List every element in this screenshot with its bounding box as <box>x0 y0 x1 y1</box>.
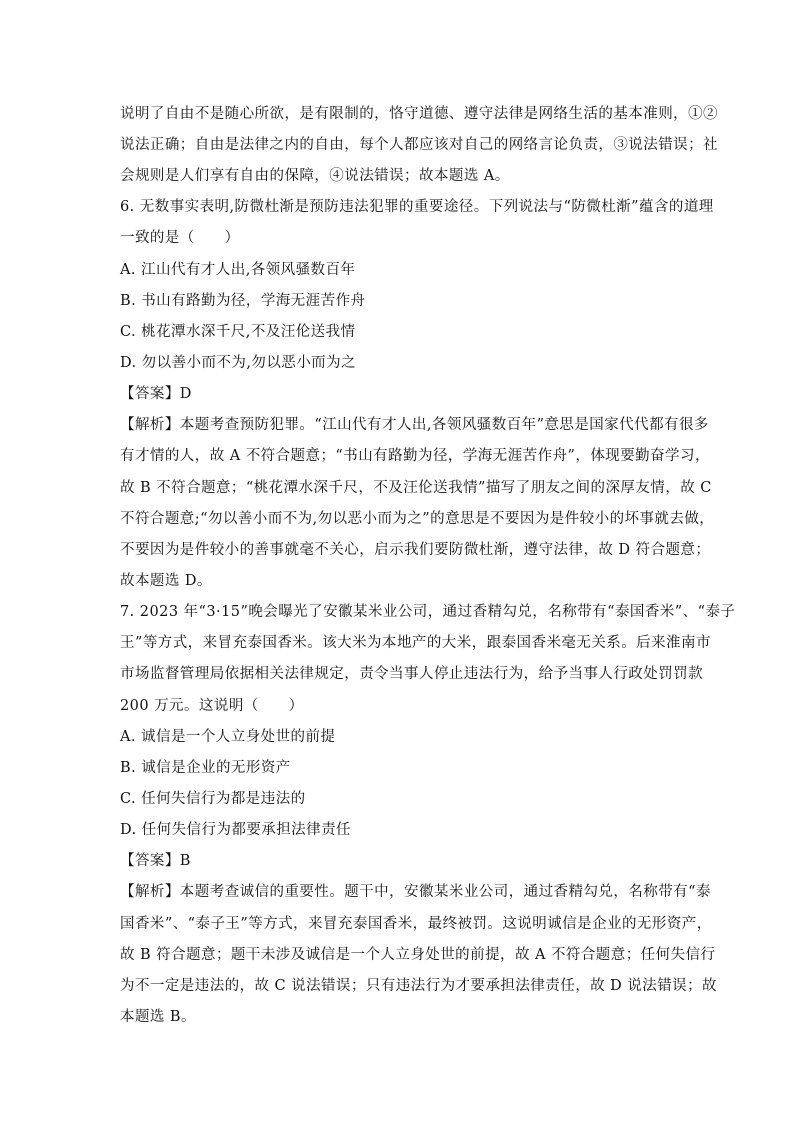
question-6-option-b: B. 书山有路勤为径，学海无涯苦作舟 <box>120 293 366 309</box>
question-7-answer: 【答案】B <box>120 853 191 869</box>
question-7-stem: 市场监督管理局依据相关法律规定，责令当事人停止违法行为，给予当事人行政处罚罚款 <box>120 666 704 682</box>
question-6-stem: 6. 无数事实表明,防微杜渐是预防违法犯罪的重要途径。下列说法与“防微杜渐”蕴含的道理 <box>120 199 714 215</box>
question-6-analysis: 故 B 不符合题意；“桃花潭水深千尺，不及汪伦送我情”描写了朋友之间的深厚友情，故 C <box>120 480 712 496</box>
question-7-analysis: 【解析】本题考查诚信的重要性。题干中，安徽某米业公司，通过香精勾兑，名称带有“泰 <box>120 884 711 900</box>
question-6-option-a: A. 江山代有才人出,各领风骚数百年 <box>120 262 356 278</box>
question-6-analysis: 故本题选 D。 <box>120 573 212 589</box>
question-6-analysis: 不要因为是件较小的善事就毫不关心，启示我们要防微杜渐，遵守法律，故 D 符合题意； <box>120 542 711 558</box>
question-6-option-c: C. 桃花潭水深千尺,不及汪伦送我情 <box>120 324 356 340</box>
question-7-option-a: A. 诚信是一个人立身处世的前提 <box>120 729 336 745</box>
question-7-analysis: 故 B 符合题意；题干未涉及诚信是一个人立身处世的前提，故 A 不符合题意；任何失信行 <box>120 947 716 963</box>
question-6-stem: 一致的是（ ） <box>120 230 240 246</box>
question-6-analysis: 有才情的人，故 A 不符合题意；“书山有路勤为径，学海无涯苦作舟”，体现要勤奋学习， <box>120 448 710 464</box>
text-line: 会规则是人们享有自由的保障，④说法错误；故本题选 A。 <box>120 168 510 184</box>
text-line: 说法正确；自由是法律之内的自由，每个人都应该对自己的网络言论负责，③说法错误；社 <box>120 137 718 153</box>
question-7-analysis: 国香米”、“泰子王”等方式，来冒充泰国香米，最终被罚。这说明诚信是企业的无形资产， <box>120 916 712 932</box>
question-7-option-c: C. 任何失信行为都是违法的 <box>120 791 306 807</box>
question-6-analysis: 【解析】本题考查预防犯罪。“江山代有才人出,各领风骚数百年”意思是国家代代都有很多 <box>120 417 709 433</box>
text-line: 说明了自由不是随心所欲，是有限制的，恪守道德、遵守法律是网络生活的基本准则，①② <box>120 106 718 122</box>
question-7-stem: 200 万元。这说明（ ） <box>120 698 304 714</box>
question-6-analysis: 不符合题意;“勿以善小而不为,勿以恶小而为之”的意思是不要因为是件较小的坏事就去做， <box>120 511 715 527</box>
question-7-analysis: 为不一定是违法的，故 C 说法错误；只有违法行为才要承担法律责任，故 D 说法错误；故 <box>120 978 718 994</box>
question-6-option-d: D. 勿以善小而不为,勿以恶小而为之 <box>120 355 357 371</box>
question-7-stem: 7. 2023 年“3·15”晚会曝光了安徽某米业公司，通过香精勾兑，名称带有“泰国香米”、“泰子 <box>120 604 736 620</box>
question-7-option-d: D. 任何失信行为都要承担法律责任 <box>120 822 351 838</box>
question-6-answer: 【答案】D <box>120 386 192 402</box>
question-7-analysis: 本题选 B。 <box>120 1009 196 1025</box>
question-7-stem: 王”等方式，来冒充泰国香米。该大米为本地产的大米，跟泰国香米毫无关系。后来淮南市 <box>120 635 711 651</box>
question-7-option-b: B. 诚信是企业的无形资产 <box>120 760 291 776</box>
